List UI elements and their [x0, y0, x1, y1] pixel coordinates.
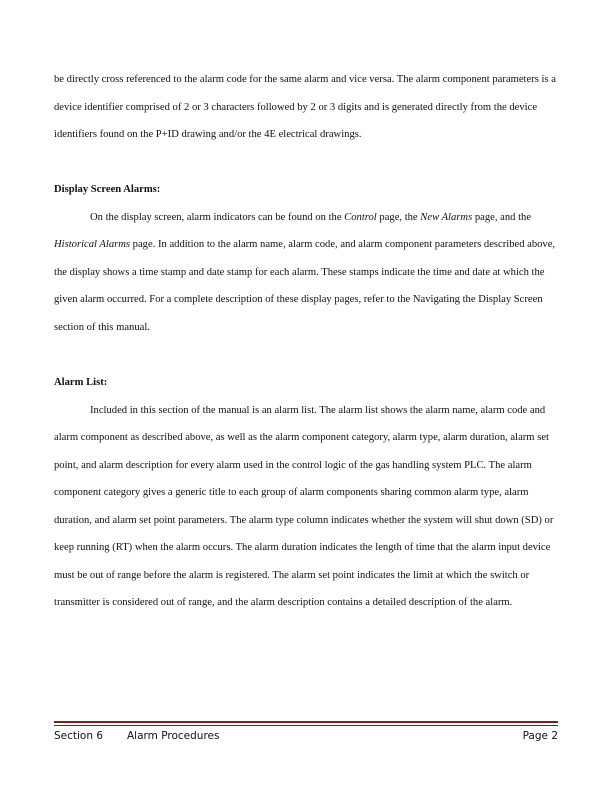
- display-text-1: On the display screen, alarm indicators can be found on the: [90, 211, 345, 223]
- footer-page-number: Page 2: [522, 730, 558, 742]
- display-text-3: page, and the: [472, 211, 532, 223]
- display-screen-alarms-heading: Display Screen Alarms:: [54, 184, 161, 196]
- paragraph-gap: [54, 341, 558, 369]
- footer-rule-thick: [54, 721, 558, 723]
- new-alarms-page-name: New Alarms: [420, 211, 473, 223]
- paragraph-gap: [54, 149, 558, 177]
- control-page-name: Control: [344, 211, 377, 223]
- footer-rule-thin: [54, 725, 558, 726]
- historical-alarms-page-name: Historical Alarms: [54, 239, 131, 251]
- display-text-4: page. In addition to the alarm name, alarm code, and alarm component parameters described above, the display shows a time stamp and date stamp for each alarm. These stamps indicate the time and date at which the given alarm occurred. For a complete description of these display pages, refer to the Navigating the Display Screen section of this manual.: [54, 239, 556, 333]
- alarm-list-paragraph: Included in this section of the manual is an alarm list. The alarm list shows the alarm name, alarm code and alarm component as described above, as well as the alarm component category, alarm type, alarm duration, alarm set point, and alarm description for every alarm used in the control logic of the gas handling system PLC. The alarm component category gives a generic title to each group of alarm components sharing common alarm type, alarm duration, and alarm set point parameters. The alarm type column indicates whether the system will shut down (SD) or keep running (RT) when the alarm occurs. The alarm duration indicates the length of time that the alarm input device must be out of range before the alarm is registered. The alarm set point indicates the limit at which the switch or transmitter is considered out of range, and the alarm description contains a detailed description of the alarm.: [54, 404, 554, 609]
- page-body: [54, 66, 558, 617]
- intro-paragraph: be directly cross referenced to the alarm code for the same alarm and vice versa. The alarm component parameters is a device identifier comprised of 2 or 3 characters followed by 2 or 3 digits and is generated directly from the device identifiers found on the P+ID drawing and/or the 4E electrical drawings.: [54, 74, 556, 141]
- footer-section-number: Section 6: [54, 730, 104, 742]
- footer-section-title: Alarm Procedures: [127, 730, 220, 742]
- alarm-list-heading: Alarm List:: [54, 377, 108, 389]
- display-screen-alarms-paragraph: [54, 204, 558, 342]
- page-footer: [54, 728, 558, 744]
- display-text-2: page, the: [376, 211, 421, 223]
